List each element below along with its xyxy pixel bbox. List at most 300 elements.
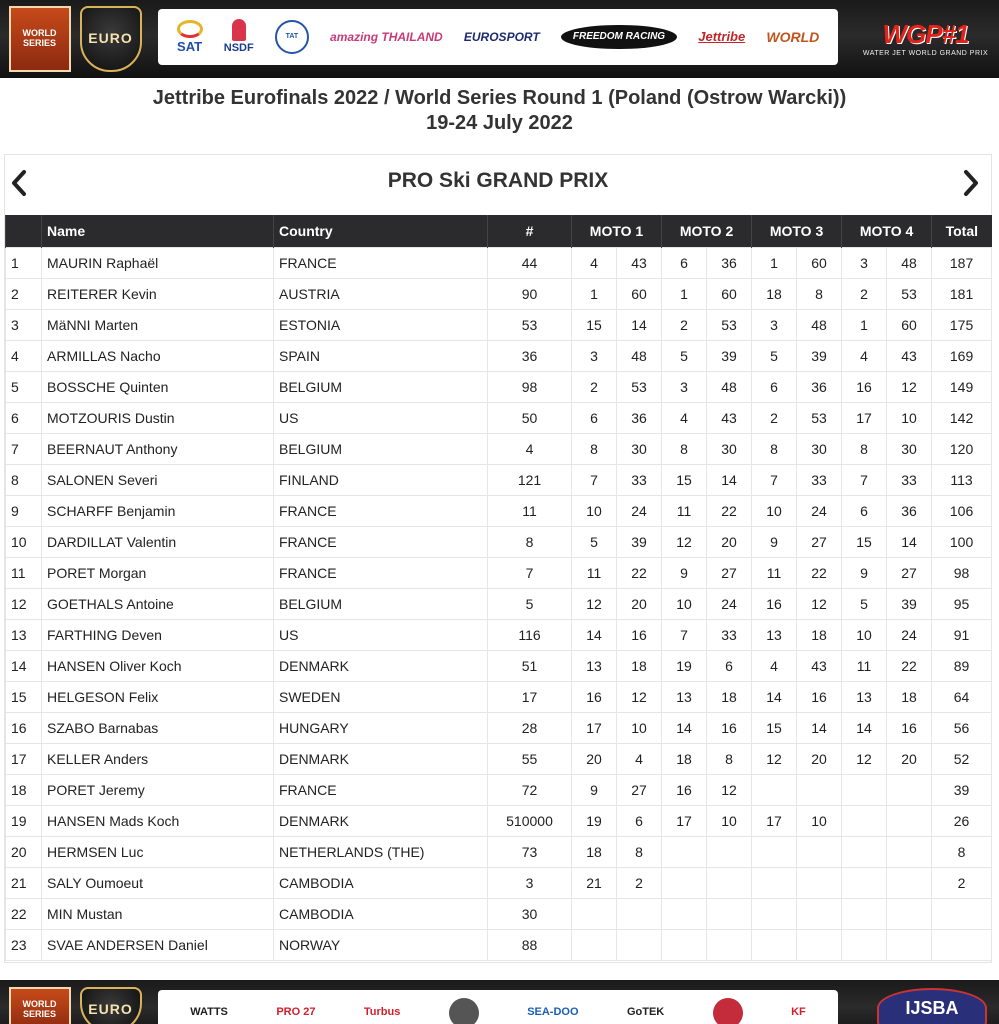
moto2-points: [707, 867, 752, 898]
sponsor-bar: [158, 9, 838, 65]
rider-number: 3: [488, 867, 572, 898]
rider-country: DENMARK: [274, 805, 488, 836]
sponsor-sat-logo[interactable]: SAT: [177, 20, 203, 54]
results-header-row: [6, 215, 992, 247]
moto1-points: 6: [617, 805, 662, 836]
total-points: 2: [932, 867, 992, 898]
moto2-points: 10: [707, 805, 752, 836]
moto3-points: 48: [797, 309, 842, 340]
event-dates: 19-24 July 2022: [426, 112, 573, 134]
moto1-place: 6: [572, 402, 617, 433]
moto2-points: 39: [707, 340, 752, 371]
moto1-place: [572, 898, 617, 929]
moto3-place: 14: [752, 681, 797, 712]
moto3-points: 43: [797, 650, 842, 681]
moto2-points: [707, 929, 752, 960]
rider-name[interactable]: HANSEN Oliver Koch: [42, 650, 274, 681]
header-moto-1[interactable]: MOTO 1: [572, 215, 662, 247]
table-row[interactable]: [6, 743, 992, 774]
moto3-place: [752, 836, 797, 867]
moto4-points: 10: [887, 402, 932, 433]
moto4-place: [842, 774, 887, 805]
moto2-place: 10: [662, 588, 707, 619]
rider-number: 88: [488, 929, 572, 960]
moto3-points: [797, 898, 842, 929]
moto2-points: [707, 898, 752, 929]
moto4-place: 13: [842, 681, 887, 712]
bottom-world-series-logo[interactable]: WORLD SERIES: [9, 987, 71, 1024]
moto1-points: 2: [617, 867, 662, 898]
rider-number: 17: [488, 681, 572, 712]
moto2-points: 8: [707, 743, 752, 774]
header-name[interactable]: Name: [42, 215, 274, 247]
total-points: 89: [932, 650, 992, 681]
moto3-place: 5: [752, 340, 797, 371]
header-number[interactable]: #: [488, 215, 572, 247]
rider-number: 121: [488, 464, 572, 495]
moto2-place: 1: [662, 278, 707, 309]
row-position: 18: [6, 774, 42, 805]
moto4-points: 48: [887, 247, 932, 278]
rider-number: 7: [488, 557, 572, 588]
moto2-place: 4: [662, 402, 707, 433]
moto3-place: [752, 774, 797, 805]
rider-name[interactable]: BOSSCHE Quinten: [42, 371, 274, 402]
moto3-place: [752, 929, 797, 960]
total-points: 149: [932, 371, 992, 402]
rider-name[interactable]: FARTHING Deven: [42, 619, 274, 650]
moto4-place: 10: [842, 619, 887, 650]
rider-name[interactable]: DARDILLAT Valentin: [42, 526, 274, 557]
rider-number: 44: [488, 247, 572, 278]
moto1-points: 16: [617, 619, 662, 650]
rider-country: AUSTRIA: [274, 278, 488, 309]
rider-country: NORWAY: [274, 929, 488, 960]
sponsor-turbus-logo[interactable]: Turbus: [363, 1006, 401, 1019]
rider-name[interactable]: BEERNAUT Anthony: [42, 433, 274, 464]
header-moto-2[interactable]: MOTO 2: [662, 215, 752, 247]
moto2-place: 9: [662, 557, 707, 588]
moto4-points: 53: [887, 278, 932, 309]
rider-country: SPAIN: [274, 340, 488, 371]
header-total[interactable]: Total: [932, 215, 992, 247]
moto3-points: [797, 867, 842, 898]
moto2-points: 36: [707, 247, 752, 278]
moto3-place: [752, 867, 797, 898]
table-row[interactable]: [6, 805, 992, 836]
moto1-place: 18: [572, 836, 617, 867]
rider-number: 73: [488, 836, 572, 867]
sponsor-eurosport-logo[interactable]: EUROSPORT: [463, 29, 540, 44]
moto2-points: 6: [707, 650, 752, 681]
row-position: 3: [6, 309, 42, 340]
moto1-place: [572, 929, 617, 960]
rider-name[interactable]: REITERER Kevin: [42, 278, 274, 309]
eurofinals-logo[interactable]: [80, 6, 142, 72]
moto1-points: 30: [617, 433, 662, 464]
eurofinals-logo-text: EURO: [88, 30, 133, 47]
table-row[interactable]: [6, 526, 992, 557]
sponsor-amazing-thailand-logo[interactable]: amazing THAILAND: [330, 29, 443, 44]
total-points: 95: [932, 588, 992, 619]
rider-number: 5: [488, 588, 572, 619]
moto3-points: 36: [797, 371, 842, 402]
row-position: 6: [6, 402, 42, 433]
moto2-points: 48: [707, 371, 752, 402]
row-position: 19: [6, 805, 42, 836]
moto3-place: 15: [752, 712, 797, 743]
moto3-points: 20: [797, 743, 842, 774]
moto3-points: 10: [797, 805, 842, 836]
row-position: 16: [6, 712, 42, 743]
table-row[interactable]: [6, 371, 992, 402]
row-position: 1: [6, 247, 42, 278]
table-row[interactable]: [6, 588, 992, 619]
row-position: 2: [6, 278, 42, 309]
rider-number: 116: [488, 619, 572, 650]
moto4-points: [887, 898, 932, 929]
table-row[interactable]: [6, 433, 992, 464]
moto1-points: [617, 898, 662, 929]
rider-country: CAMBODIA: [274, 867, 488, 898]
moto4-place: 9: [842, 557, 887, 588]
row-position: 17: [6, 743, 42, 774]
rider-name[interactable]: SZABO Barnabas: [42, 712, 274, 743]
moto1-place: 8: [572, 433, 617, 464]
world-series-logo[interactable]: [9, 6, 71, 72]
sponsor-world-logo[interactable]: WORLD: [766, 28, 820, 45]
moto4-points: 27: [887, 557, 932, 588]
rider-name[interactable]: SVAE ANDERSEN Daniel: [42, 929, 274, 960]
rider-number: 36: [488, 340, 572, 371]
table-row[interactable]: [6, 898, 992, 929]
moto4-points: 22: [887, 650, 932, 681]
moto3-place: 9: [752, 526, 797, 557]
row-position: 14: [6, 650, 42, 681]
sponsor-jettribe-logo[interactable]: Jettribe: [698, 29, 746, 45]
moto3-points: 8: [797, 278, 842, 309]
nsdf-figure-icon: [232, 19, 246, 41]
total-points: [932, 929, 992, 960]
table-row[interactable]: [6, 464, 992, 495]
table-row[interactable]: [6, 402, 992, 433]
moto4-points: [887, 867, 932, 898]
moto4-place: 2: [842, 278, 887, 309]
rider-country: FRANCE: [274, 247, 488, 278]
moto1-place: 5: [572, 526, 617, 557]
moto2-place: 19: [662, 650, 707, 681]
results-panel-header: [5, 155, 991, 215]
ijsba-logo[interactable]: IJSBA: [877, 988, 987, 1024]
row-position: 22: [6, 898, 42, 929]
moto1-place: 9: [572, 774, 617, 805]
rider-country: NETHERLANDS (THE): [274, 836, 488, 867]
moto2-points: 18: [707, 681, 752, 712]
moto2-place: 17: [662, 805, 707, 836]
moto2-points: 43: [707, 402, 752, 433]
moto3-place: 11: [752, 557, 797, 588]
total-points: 98: [932, 557, 992, 588]
sat-ring-icon: [177, 20, 203, 38]
moto2-place: 3: [662, 371, 707, 402]
moto4-points: 33: [887, 464, 932, 495]
moto4-place: 14: [842, 712, 887, 743]
rider-name[interactable]: MIN Mustan: [42, 898, 274, 929]
moto1-points: 33: [617, 464, 662, 495]
row-position: 15: [6, 681, 42, 712]
row-position: 10: [6, 526, 42, 557]
results-panel: [4, 154, 992, 963]
moto3-points: 39: [797, 340, 842, 371]
rider-number: 55: [488, 743, 572, 774]
moto1-points: 36: [617, 402, 662, 433]
moto3-points: 16: [797, 681, 842, 712]
sponsor-seadoo-logo[interactable]: SEA-DOO: [527, 1006, 579, 1019]
table-row[interactable]: [6, 557, 992, 588]
table-row[interactable]: [6, 247, 992, 278]
moto4-place: 16: [842, 371, 887, 402]
rider-name[interactable]: ARMILLAS Nacho: [42, 340, 274, 371]
moto3-points: 14: [797, 712, 842, 743]
results-table: [5, 215, 992, 961]
moto4-place: 15: [842, 526, 887, 557]
rider-country: US: [274, 402, 488, 433]
header-moto-4[interactable]: MOTO 4: [842, 215, 932, 247]
sponsor-gotek-logo[interactable]: GoTEK: [626, 1006, 665, 1019]
moto3-place: 18: [752, 278, 797, 309]
total-points: 64: [932, 681, 992, 712]
class-title: PRO Ski GRAND PRIX: [387, 169, 609, 192]
total-points: 187: [932, 247, 992, 278]
moto3-place: 2: [752, 402, 797, 433]
world-series-logo-text: WORLD SERIES: [22, 28, 57, 48]
row-position: 7: [6, 433, 42, 464]
results-body: [6, 247, 992, 960]
moto2-points: 30: [707, 433, 752, 464]
table-row[interactable]: [6, 495, 992, 526]
rider-number: 53: [488, 309, 572, 340]
table-row[interactable]: [6, 929, 992, 960]
event-title: [0, 86, 999, 136]
moto3-points: 60: [797, 247, 842, 278]
wgp-logo-subtitle: WATER JET WORLD GRAND PRIX: [862, 50, 989, 57]
rider-country: FRANCE: [274, 774, 488, 805]
total-points: 113: [932, 464, 992, 495]
row-position: 8: [6, 464, 42, 495]
moto3-place: 3: [752, 309, 797, 340]
sponsor-round-logo[interactable]: [449, 998, 479, 1024]
moto3-points: 27: [797, 526, 842, 557]
rider-country: SWEDEN: [274, 681, 488, 712]
moto1-points: 20: [617, 588, 662, 619]
table-row[interactable]: [6, 619, 992, 650]
bottom-sponsor-bar: [158, 990, 838, 1024]
table-row[interactable]: [6, 681, 992, 712]
moto4-place: [842, 929, 887, 960]
moto3-place: [752, 898, 797, 929]
moto2-place: 2: [662, 309, 707, 340]
table-row[interactable]: [6, 836, 992, 867]
total-points: 175: [932, 309, 992, 340]
row-position: 9: [6, 495, 42, 526]
moto2-place: 12: [662, 526, 707, 557]
rider-name[interactable]: SALY Oumoeut: [42, 867, 274, 898]
moto4-place: [842, 805, 887, 836]
moto2-points: [707, 836, 752, 867]
total-points: 52: [932, 743, 992, 774]
moto4-place: 11: [842, 650, 887, 681]
rider-name[interactable]: PORET Morgan: [42, 557, 274, 588]
total-points: 8: [932, 836, 992, 867]
table-row[interactable]: [6, 309, 992, 340]
moto1-place: 7: [572, 464, 617, 495]
moto4-points: 43: [887, 340, 932, 371]
sponsor-watts-logo[interactable]: WATTS: [190, 1006, 228, 1019]
moto2-place: 16: [662, 774, 707, 805]
moto3-place: 10: [752, 495, 797, 526]
table-row[interactable]: [6, 278, 992, 309]
wgp-logo[interactable]: [858, 14, 993, 62]
rider-name[interactable]: GOETHALS Antoine: [42, 588, 274, 619]
moto4-points: [887, 805, 932, 836]
moto2-place: 13: [662, 681, 707, 712]
sponsor-kf-logo[interactable]: KF: [791, 1006, 806, 1019]
rider-country: DENMARK: [274, 650, 488, 681]
moto3-points: 30: [797, 433, 842, 464]
total-points: 181: [932, 278, 992, 309]
rider-number: 30: [488, 898, 572, 929]
moto3-points: 24: [797, 495, 842, 526]
moto4-points: [887, 774, 932, 805]
total-points: 39: [932, 774, 992, 805]
rider-country: BELGIUM: [274, 371, 488, 402]
rider-country: FINLAND: [274, 464, 488, 495]
total-points: 26: [932, 805, 992, 836]
rider-name[interactable]: MäNNI Marten: [42, 309, 274, 340]
moto1-place: 3: [572, 340, 617, 371]
moto3-points: 18: [797, 619, 842, 650]
moto1-points: 27: [617, 774, 662, 805]
rider-name[interactable]: MOTZOURIS Dustin: [42, 402, 274, 433]
moto4-place: 7: [842, 464, 887, 495]
total-points: 169: [932, 340, 992, 371]
moto1-points: 10: [617, 712, 662, 743]
moto3-points: [797, 929, 842, 960]
moto1-place: 10: [572, 495, 617, 526]
table-row[interactable]: [6, 712, 992, 743]
rider-country: HUNGARY: [274, 712, 488, 743]
moto4-points: 18: [887, 681, 932, 712]
moto3-place: 4: [752, 650, 797, 681]
rider-name[interactable]: PORET Jeremy: [42, 774, 274, 805]
moto1-points: 24: [617, 495, 662, 526]
moto2-place: 6: [662, 247, 707, 278]
moto3-place: 17: [752, 805, 797, 836]
moto1-points: 14: [617, 309, 662, 340]
moto1-place: 13: [572, 650, 617, 681]
moto2-place: [662, 867, 707, 898]
moto2-points: 24: [707, 588, 752, 619]
moto4-place: 17: [842, 402, 887, 433]
bottom-eurofinals-logo[interactable]: EURO: [80, 987, 142, 1024]
moto4-place: 8: [842, 433, 887, 464]
moto3-points: 33: [797, 464, 842, 495]
table-row[interactable]: [6, 340, 992, 371]
moto1-points: 53: [617, 371, 662, 402]
table-row[interactable]: [6, 867, 992, 898]
rider-number: 72: [488, 774, 572, 805]
moto4-place: [842, 867, 887, 898]
rider-name[interactable]: SALONEN Severi: [42, 464, 274, 495]
rider-country: FRANCE: [274, 495, 488, 526]
moto2-points: 60: [707, 278, 752, 309]
moto3-place: 6: [752, 371, 797, 402]
moto3-place: 16: [752, 588, 797, 619]
moto3-place: 13: [752, 619, 797, 650]
row-position: 5: [6, 371, 42, 402]
rider-name[interactable]: HERMSEN Luc: [42, 836, 274, 867]
moto1-points: 8: [617, 836, 662, 867]
moto1-points: 22: [617, 557, 662, 588]
sponsor-tat-logo[interactable]: TAT: [275, 20, 309, 54]
sponsor-freedom-racing-logo[interactable]: FREEDOM RACING: [561, 25, 677, 50]
total-points: [932, 898, 992, 929]
moto1-points: 4: [617, 743, 662, 774]
moto4-points: [887, 836, 932, 867]
table-row[interactable]: [6, 774, 992, 805]
header-moto-3[interactable]: MOTO 3: [752, 215, 842, 247]
moto2-place: 5: [662, 340, 707, 371]
moto1-place: 11: [572, 557, 617, 588]
rider-name[interactable]: MAURIN Raphaël: [42, 247, 274, 278]
bottom-banner-left-logos: [0, 980, 150, 1024]
moto1-points: 43: [617, 247, 662, 278]
total-points: 142: [932, 402, 992, 433]
moto1-points: 12: [617, 681, 662, 712]
moto4-points: 24: [887, 619, 932, 650]
rider-name[interactable]: HANSEN Mads Koch: [42, 805, 274, 836]
rider-country: ESTONIA: [274, 309, 488, 340]
moto1-points: 48: [617, 340, 662, 371]
moto1-points: 60: [617, 278, 662, 309]
moto1-place: 17: [572, 712, 617, 743]
sponsor-nsdf-logo[interactable]: NSDF: [224, 19, 254, 55]
moto3-points: 12: [797, 588, 842, 619]
moto3-points: 53: [797, 402, 842, 433]
moto4-place: [842, 898, 887, 929]
sponsor-badge-logo[interactable]: [713, 998, 743, 1024]
total-points: 120: [932, 433, 992, 464]
moto1-place: 16: [572, 681, 617, 712]
moto4-points: 16: [887, 712, 932, 743]
rider-country: FRANCE: [274, 557, 488, 588]
next-class-button[interactable]: [959, 168, 983, 198]
moto2-place: 7: [662, 619, 707, 650]
moto4-place: 3: [842, 247, 887, 278]
header-country[interactable]: Country: [274, 215, 488, 247]
rider-name[interactable]: SCHARFF Benjamin: [42, 495, 274, 526]
moto1-place: 14: [572, 619, 617, 650]
total-points: 100: [932, 526, 992, 557]
moto2-points: 27: [707, 557, 752, 588]
rider-name[interactable]: KELLER Anders: [42, 743, 274, 774]
table-row[interactable]: [6, 650, 992, 681]
rider-name[interactable]: HELGESON Felix: [42, 681, 274, 712]
moto2-points: 33: [707, 619, 752, 650]
sponsor-pro27-logo[interactable]: PRO 27: [276, 1006, 316, 1019]
moto4-points: [887, 929, 932, 960]
moto4-points: 20: [887, 743, 932, 774]
